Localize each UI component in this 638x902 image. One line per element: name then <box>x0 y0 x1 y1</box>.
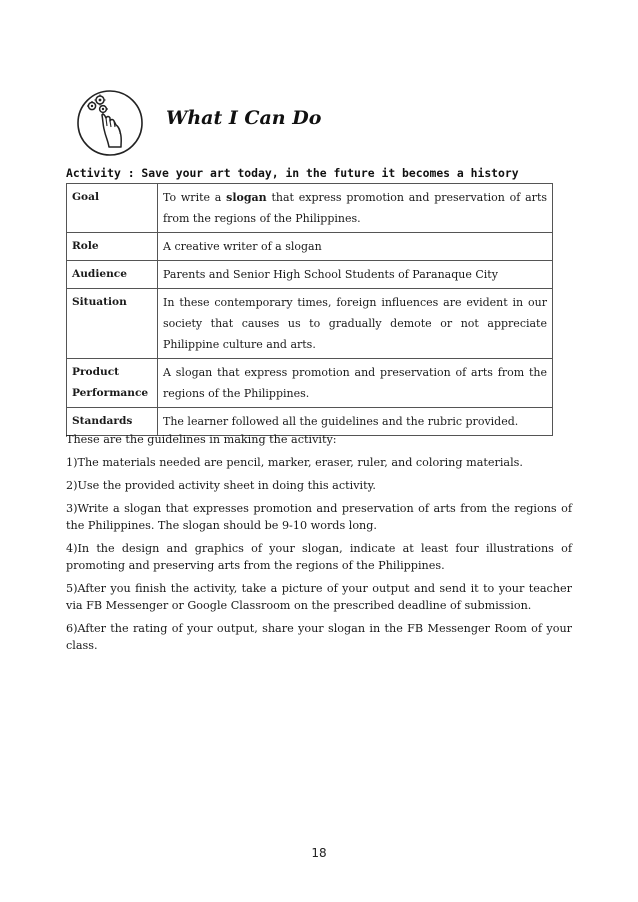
guidelines-intro: These are the guidelines in making the activity: <box>66 433 337 446</box>
row-value-bold: slogan <box>226 191 267 204</box>
row-value-text: that express promotion and preservation of arts from the regions of the Philippines. <box>163 191 548 225</box>
guideline-item: 2)Use the provided activity sheet in doing this activity. <box>66 479 376 492</box>
guideline-item: 1)The materials needed are pencil, marker, eraser, ruler, and coloring materials. <box>66 456 523 469</box>
hand-gears-icon <box>72 85 152 157</box>
page-title: What I Can Do <box>166 107 322 129</box>
guidelines-section <box>66 431 572 660</box>
row-label: Goal <box>67 184 158 233</box>
row-value: A creative writer of a slogan <box>158 233 553 261</box>
row-label: Product Performance <box>67 359 158 408</box>
table-row <box>67 233 553 261</box>
row-label: Standards <box>67 408 158 436</box>
row-value: Parents and Senior High School Students of Paranaque City <box>158 261 553 289</box>
guideline-item: 4)In the design and graphics of your slogan, indicate at least four illustrations of promoting and preserving arts from the regions of the Philippines. <box>66 542 572 572</box>
row-value <box>158 184 553 233</box>
activity-table <box>66 183 553 436</box>
row-value: The learner followed all the guidelines and the rubric provided. <box>158 408 553 436</box>
guideline-item: 3)Write a slogan that expresses promotion and preservation of arts from the regions of the Philippines. The slogan should be 9-10 words long. <box>66 502 572 532</box>
row-label: Situation <box>67 289 158 359</box>
row-value: A slogan that express promotion and preservation of arts from the regions of the Philippines. <box>158 359 553 408</box>
guideline-item: 5)After you finish the activity, take a picture of your output and send it to your teacher via FB Messenger or Google Classroom on the prescribed deadline of submission. <box>66 582 572 612</box>
guideline-item: 6)After the rating of your output, share your slogan in the FB Messenger Room of your class. <box>66 622 572 652</box>
row-value-text: To write a <box>163 191 227 204</box>
row-value: In these contemporary times, foreign influences are evident in our society that causes us to gradually demote or not appreciate Philippine culture and arts. <box>158 289 553 359</box>
table-row <box>67 261 553 289</box>
page-number: 18 <box>311 846 327 860</box>
table-row <box>67 289 553 359</box>
row-label: Role <box>67 233 158 261</box>
table-row <box>67 184 553 233</box>
table-row <box>67 359 553 408</box>
activity-title: Activity : Save your art today, in the future it becomes a history <box>66 166 519 180</box>
row-label: Audience <box>67 261 158 289</box>
